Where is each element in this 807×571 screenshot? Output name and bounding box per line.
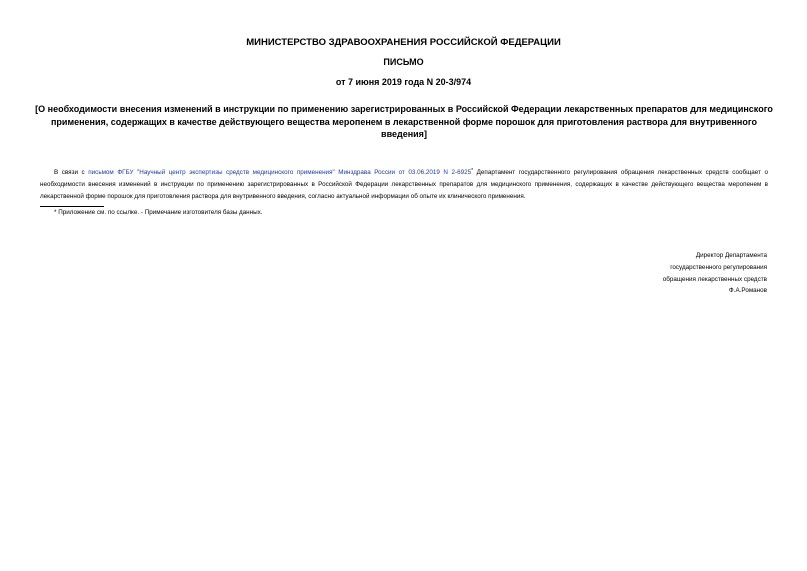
letter-reference-link[interactable]: письмом ФГБУ "Научный центр экспертизы средств медицинского применения" Минздрава России от 03.06.2019 N 2-6925 [88, 169, 472, 176]
signature-position-line-2: государственного регулирования [670, 263, 767, 271]
footnote-divider [40, 206, 104, 207]
body-paragraph [40, 167, 768, 204]
signature-block [663, 250, 767, 297]
signature-position-line-1: Директор Департамента [695, 252, 767, 259]
document-type-heading: ПИСЬМО [383, 57, 424, 67]
document-date-number: от 7 июня 2019 года N 20-3/974 [335, 77, 472, 87]
document-subject: [О необходимости внесения изменений в инструкции по применению зарегистрированных в Российской Федерации лекарственных препаратов для медицинского применения, содержащих в качестве действующего вещества меропенем в лекарственной форме порошок для приготовления раствора для внутривенного введения] [35, 104, 773, 139]
signatory-name: Ф.А.Романов [728, 287, 767, 295]
ministry-heading: МИНИСТЕРСТВО ЗДРАВООХРАНЕНИЯ РОССИЙСКОЙ ФЕДЕРАЦИИ [246, 37, 561, 48]
footnote-text: * Приложение см. по ссылке. - Примечание изготовителя базы данных. [54, 209, 263, 216]
signature-position-line-3: обращения лекарственных средств [662, 275, 767, 283]
body-intro: В связи с [54, 169, 89, 176]
footnote-marker: * [471, 168, 474, 174]
body-rest: Департамент государственного регулирования обращения лекарственных средств сообщает о необходимости внесения изменений в инструкции по применению зарегистрированных в Российской Федерации лекарственных препаратов для медицинского применения, содержащих в качестве действующего вещества меропенем в лекарственной форме порошок для приготовления раствора для внутривенного введения, согласно актуальной информации об опыте их клинического применения. [40, 169, 768, 201]
